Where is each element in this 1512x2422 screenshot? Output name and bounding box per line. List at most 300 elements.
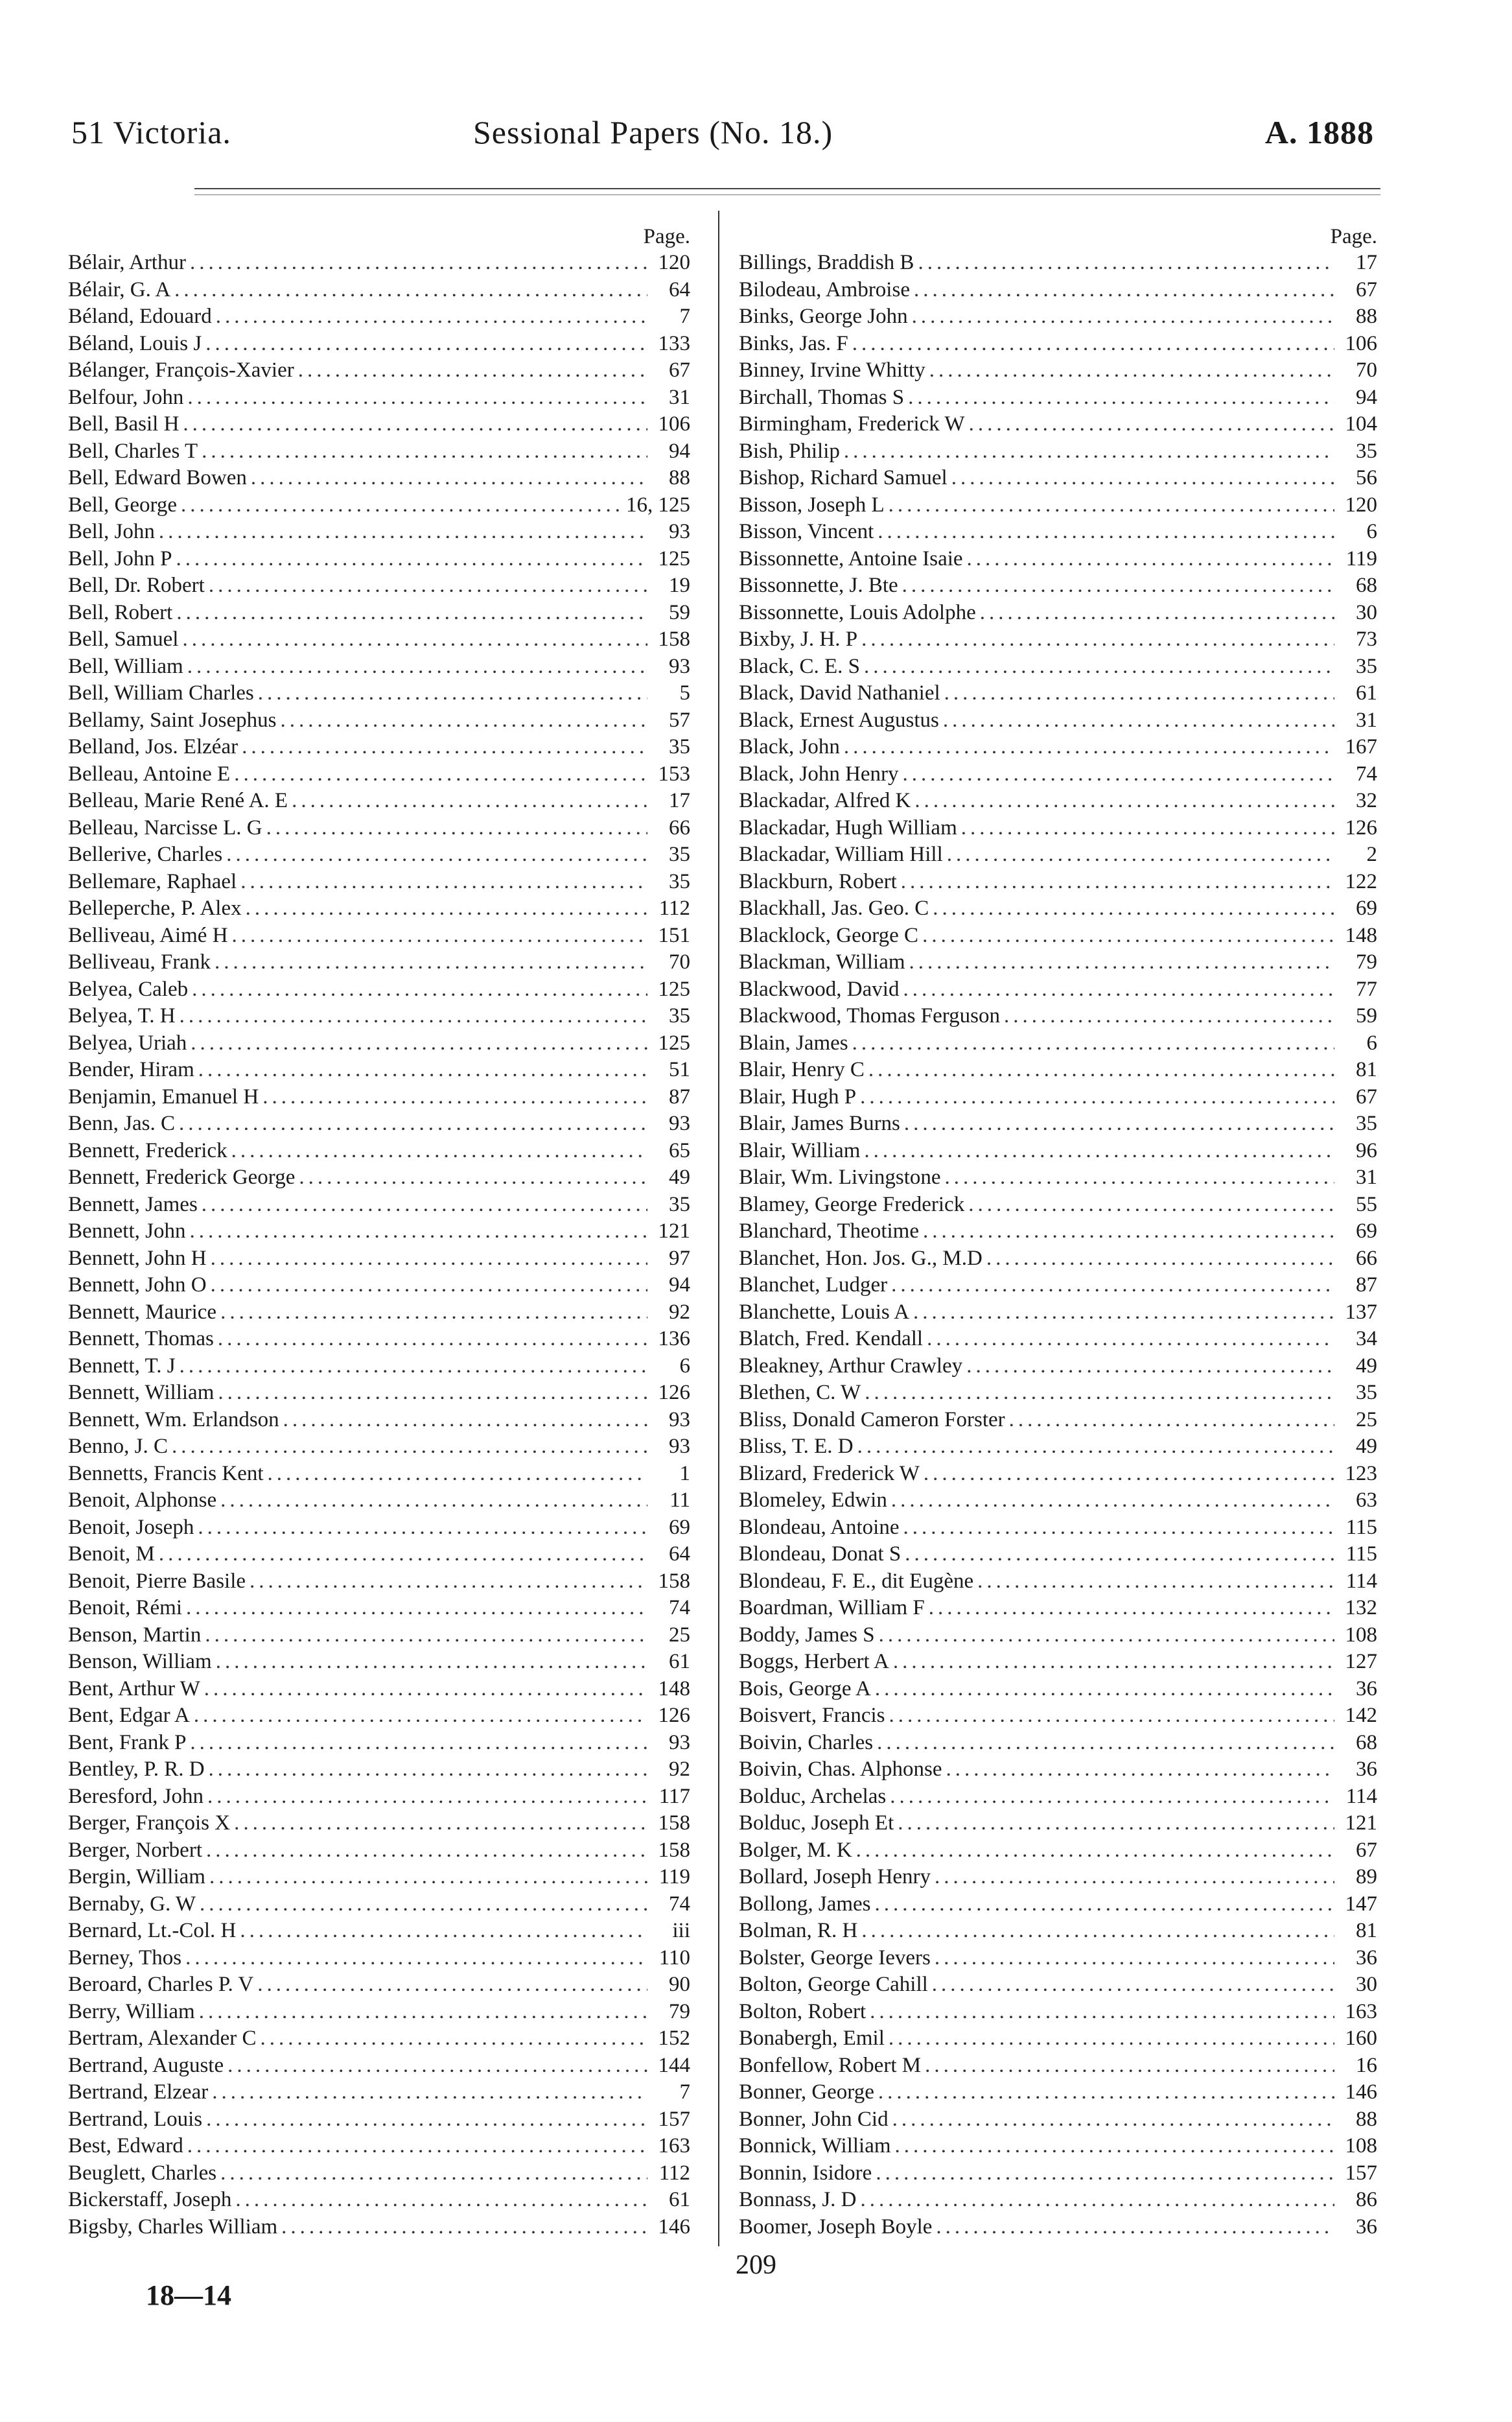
entry-name: Blackman, William (739, 950, 905, 974)
entry-name: Benoit, Joseph (68, 1515, 194, 1539)
index-entry (739, 1245, 1377, 1273)
index-entry (739, 600, 1377, 627)
entry-page: 104 (1345, 412, 1377, 436)
entry-name: Blair, James Burns (739, 1112, 900, 1135)
index-entry (68, 1164, 690, 1192)
entry-name: Bell, William Charles (68, 681, 254, 705)
index-entry (68, 2133, 690, 2160)
dot-leader (864, 653, 1334, 681)
entry-page: 61 (669, 2188, 690, 2211)
entry-name: Blair, Henry C (739, 1058, 865, 1081)
dot-leader (191, 1030, 647, 1057)
entry-page: 73 (1356, 628, 1377, 651)
index-entry (68, 2187, 690, 2214)
index-entry (68, 815, 690, 842)
index-entry (739, 1111, 1377, 1138)
dot-leader (844, 438, 1334, 465)
index-entry (68, 2079, 690, 2106)
dot-leader (189, 1218, 647, 1245)
entry-name: Bernard, Lt.-Col. H (68, 1919, 237, 1942)
index-entry (739, 1676, 1377, 1703)
entry-page: 32 (1356, 789, 1377, 812)
entry-name: Belfour, John (68, 385, 184, 409)
entry-page: 7 (679, 305, 690, 328)
entry-name: Bennett, T. J (68, 1354, 176, 1378)
entry-name: Beuglett, Charles (68, 2161, 217, 2185)
index-entry (739, 1218, 1377, 1245)
entry-name: Benson, William (68, 1650, 212, 1673)
dot-leader (261, 2025, 648, 2052)
index-entry (68, 788, 690, 815)
entry-page: 87 (669, 1085, 690, 1109)
entry-page: 94 (1356, 385, 1377, 409)
dot-leader (218, 1380, 647, 1407)
index-entry (739, 1945, 1377, 1972)
dot-leader (929, 1595, 1334, 1622)
dot-leader (891, 1487, 1334, 1514)
entry-name: Blomeley, Edwin (739, 1488, 887, 1512)
index-entry (739, 895, 1377, 923)
dot-leader (206, 2106, 647, 2134)
dot-leader (262, 1084, 647, 1111)
entry-page: 74 (669, 1596, 690, 1619)
index-entry (739, 976, 1377, 1004)
entry-page: 158 (658, 1811, 690, 1835)
index-entry (68, 1864, 690, 1891)
dot-leader (159, 1541, 647, 1568)
entry-page: 35 (1356, 654, 1377, 678)
entry-page: 151 (658, 923, 690, 947)
entry-name: Bertrand, Auguste (68, 2053, 224, 2077)
entry-page: 25 (1356, 1407, 1377, 1431)
entry-page: 96 (1356, 1138, 1377, 1162)
entry-name: Belyea, Caleb (68, 977, 189, 1001)
index-entry (68, 1380, 690, 1407)
index-entry (68, 1192, 690, 1219)
dot-leader (903, 761, 1334, 788)
entry-name: Blackwood, David (739, 977, 900, 1001)
entry-name: Berger, Norbert (68, 1838, 202, 1862)
index-entry (739, 626, 1377, 653)
index-entry (739, 1380, 1377, 1407)
header-volume: 51 Victoria. (71, 114, 231, 150)
entry-page: 30 (1356, 600, 1377, 624)
entry-name: Bolton, George Cahill (739, 1973, 928, 1996)
entry-page: 87 (1356, 1273, 1377, 1297)
dot-leader (893, 1649, 1334, 1676)
index-entry (739, 1487, 1377, 1514)
entry-page: 148 (1345, 923, 1377, 947)
dot-leader (935, 1945, 1334, 1972)
entry-name: Black, Ernest Augustus (739, 708, 939, 732)
dot-leader (185, 1945, 647, 1972)
entry-page: 147 (1345, 1892, 1377, 1916)
index-entry (739, 1783, 1377, 1811)
dot-leader (266, 815, 647, 842)
dot-leader (945, 1164, 1334, 1192)
entry-page: 31 (1356, 708, 1377, 732)
entry-page: 56 (1356, 466, 1377, 489)
dot-leader (929, 357, 1334, 384)
index-entry (739, 357, 1377, 384)
page-column-label: Page. (643, 225, 690, 248)
index-entry (68, 2025, 690, 2052)
entry-name: Blethen, C. W (739, 1381, 861, 1404)
dot-leader (901, 869, 1334, 896)
entry-name: Best, Edward (68, 2134, 183, 2157)
index-entry (739, 1595, 1377, 1622)
entry-page: 93 (669, 1730, 690, 1754)
entry-name: Bissonnette, Louis Adolphe (739, 600, 976, 624)
index-entry (68, 465, 690, 492)
entry-name: Bennett, Thomas (68, 1327, 214, 1350)
entry-name: Blamey, George Frederick (739, 1192, 965, 1216)
entry-name: Bernaby, G. W (68, 1892, 196, 1916)
dot-leader (250, 1568, 647, 1595)
entry-name: Bellemare, Raphael (68, 869, 237, 893)
dot-leader (852, 1030, 1334, 1057)
entry-name: Benn, Jas. C (68, 1112, 175, 1135)
entry-page: 11 (669, 1488, 690, 1512)
entry-name: Blair, William (739, 1138, 861, 1162)
dot-leader (251, 465, 647, 492)
entry-name: Belliveau, Aimé H (68, 923, 228, 947)
entry-page: 31 (669, 385, 690, 409)
entry-page: 106 (658, 412, 690, 436)
entry-name: Bell, William (68, 654, 183, 678)
entry-name: Bent, Arthur W (68, 1676, 200, 1700)
dot-leader (179, 1111, 647, 1138)
index-entry (739, 1999, 1377, 2026)
index-entry (739, 1918, 1377, 1945)
entry-name: Bell, Samuel (68, 628, 179, 651)
entry-name: Belleperche, P. Alex (68, 897, 242, 920)
entry-page: 86 (1356, 2188, 1377, 2211)
entry-page: 126 (1345, 816, 1377, 840)
dot-leader (190, 250, 647, 277)
entry-page: 112 (658, 2161, 690, 2185)
index-entry (68, 1756, 690, 1783)
entry-name: Belland, Jos. Elzéar (68, 735, 238, 758)
dot-leader (903, 976, 1334, 1004)
entry-name: Bennett, William (68, 1381, 215, 1404)
entry-page: 35 (1356, 1112, 1377, 1135)
dot-leader (234, 1810, 647, 1837)
entry-name: Blanchet, Ludger (739, 1273, 888, 1297)
entry-name: Binks, Jas. F (739, 331, 848, 355)
entry-page: 93 (669, 654, 690, 678)
dot-leader (280, 707, 647, 735)
entry-page: 133 (658, 331, 690, 355)
entry-page: iii (672, 1919, 690, 1942)
index-entry (68, 1514, 690, 1542)
dot-leader (890, 1783, 1334, 1811)
entry-name: Bonnick, William (739, 2134, 891, 2157)
entry-name: Boddy, James S (739, 1623, 875, 1647)
dot-leader (220, 1299, 647, 1326)
entry-name: Bélair, Arthur (68, 251, 186, 274)
entry-name: Blackhall, Jas. Geo. C (739, 897, 929, 920)
index-entry (68, 923, 690, 950)
index-entry (68, 1487, 690, 1514)
entry-name: Bentley, P. R. D (68, 1758, 205, 1781)
entry-page: 74 (669, 1892, 690, 1916)
index-entry (68, 1891, 690, 1918)
entry-name: Bertrand, Elzear (68, 2080, 209, 2104)
entry-name: Bliss, Donald Cameron Forster (739, 1407, 1005, 1431)
entry-name: Boivin, Chas. Alphonse (739, 1758, 942, 1781)
dot-leader (240, 869, 647, 896)
entry-page: 106 (1345, 331, 1377, 355)
entry-page: 160 (1345, 2027, 1377, 2050)
entry-name: Bennett, Maurice (68, 1300, 217, 1324)
entry-name: Bennett, John H (68, 1246, 207, 1270)
index-column-right (739, 224, 1377, 2240)
index-entry (68, 1676, 690, 1703)
dot-leader (1009, 1407, 1334, 1434)
entry-page: 66 (1356, 1246, 1377, 1270)
entry-page: 6 (1366, 520, 1377, 543)
index-entry (739, 384, 1377, 412)
entry-page: 68 (1356, 574, 1377, 597)
dot-leader (947, 841, 1334, 869)
index-entry (68, 1730, 690, 1757)
entry-name: Bell, Charles T (68, 439, 198, 463)
entry-page: 25 (669, 1623, 690, 1647)
entry-name: Belleau, Antoine E (68, 762, 231, 786)
entry-name: Bonfellow, Robert M (739, 2053, 922, 2077)
index-entry (68, 492, 690, 519)
dot-leader (908, 384, 1334, 412)
dot-leader (868, 1057, 1334, 1084)
entry-page: 146 (1345, 2080, 1377, 2104)
dot-leader (861, 1918, 1334, 1945)
entry-name: Boisvert, Francis (739, 1704, 885, 1727)
entry-name: Bisson, Joseph L (739, 493, 885, 517)
dot-leader (980, 600, 1334, 627)
entry-page: 51 (669, 1058, 690, 1081)
entry-name: Belleau, Marie René A. E (68, 789, 288, 812)
entry-name: Bélair, G. A (68, 277, 171, 301)
entry-page: 35 (669, 869, 690, 893)
entry-page: 158 (658, 1569, 690, 1593)
entry-name: Bonabergh, Emil (739, 2027, 885, 2050)
entry-page: 125 (658, 547, 690, 570)
entry-page: 157 (1345, 2161, 1377, 2185)
header-title: Sessional Papers (No. 18.) (473, 114, 833, 150)
dot-leader (242, 734, 647, 761)
entry-name: Benoit, Pierre Basile (68, 1569, 246, 1593)
entry-page: 16, 125 (626, 493, 690, 517)
entry-name: Blanchette, Louis A (739, 1300, 910, 1324)
entry-name: Black, C. E. S (739, 654, 860, 678)
index-entry (739, 734, 1377, 761)
dot-leader (206, 1837, 647, 1864)
index-entry (739, 1864, 1377, 1891)
index-entry (68, 1783, 690, 1811)
entry-name: Bellerive, Charles (68, 843, 223, 866)
entry-name: Birchall, Thomas S (739, 385, 905, 409)
index-entry (68, 303, 690, 331)
index-entry (739, 411, 1377, 438)
entry-page: 69 (669, 1515, 690, 1539)
index-entry (739, 788, 1377, 815)
index-entry (68, 1541, 690, 1568)
entry-name: Binney, Irvine Whitty (739, 359, 925, 382)
entry-page: 79 (1356, 950, 1377, 974)
entry-name: Blair, Hugh P (739, 1085, 857, 1109)
dot-leader (933, 895, 1334, 923)
dot-leader (194, 1702, 647, 1730)
entry-page: 132 (1345, 1596, 1377, 1619)
entry-name: Bigsby, Charles William (68, 2215, 278, 2239)
dot-leader (876, 2160, 1334, 2187)
entry-page: 120 (1345, 493, 1377, 517)
entry-name: Belyea, T. H (68, 1004, 176, 1028)
entry-name: Bender, Hiram (68, 1058, 194, 1081)
dot-leader (878, 2079, 1334, 2106)
index-entry (68, 600, 690, 627)
dot-leader (951, 465, 1334, 492)
entry-page: 35 (669, 735, 690, 758)
entry-page: 64 (669, 1542, 690, 1566)
dot-leader (891, 1272, 1334, 1299)
entry-page: 66 (669, 816, 690, 840)
entry-name: Bliss, T. E. D (739, 1435, 854, 1458)
index-entry (739, 1138, 1377, 1165)
dot-leader (903, 1514, 1334, 1542)
index-entry (739, 1272, 1377, 1299)
index-entry (68, 277, 690, 304)
index-entry (739, 680, 1377, 707)
entry-name: Blacklock, George C (739, 923, 919, 947)
entry-page: 55 (1356, 1192, 1377, 1216)
entry-page: 6 (1366, 1031, 1377, 1055)
dot-leader (904, 1111, 1334, 1138)
entry-name: Béland, Edouard (68, 305, 212, 328)
dot-leader (857, 1433, 1334, 1461)
header-year: A. 1888 (1264, 114, 1374, 150)
entry-name: Belliveau, Frank (68, 950, 211, 974)
entry-page: 158 (658, 628, 690, 651)
index-entry (739, 1407, 1377, 1434)
entry-page: 114 (1345, 1784, 1377, 1808)
dot-leader (209, 1756, 647, 1783)
index-entry (68, 1245, 690, 1273)
entry-name: Boggs, Herbert A (739, 1650, 889, 1673)
dot-leader (298, 357, 647, 384)
index-entry (739, 1030, 1377, 1057)
index-entry (739, 1164, 1377, 1192)
entry-name: Bell, John (68, 520, 155, 543)
entry-page: 7 (679, 2080, 690, 2104)
entry-page: 163 (658, 2134, 690, 2157)
entry-name: Bois, George A (739, 1676, 871, 1700)
entry-name: Berry, William (68, 1999, 195, 2023)
dot-leader (159, 519, 647, 546)
entry-page: 70 (1356, 359, 1377, 382)
index-entry (68, 1918, 690, 1945)
index-entry (68, 1702, 690, 1730)
dot-leader (207, 1783, 647, 1811)
index-entry (68, 2214, 690, 2241)
dot-leader (918, 250, 1334, 277)
entry-name: Black, David Nathaniel (739, 681, 940, 705)
entry-name: Blatch, Fred. Kendall (739, 1327, 924, 1350)
dot-leader (202, 1192, 647, 1219)
index-entry (68, 1084, 690, 1111)
entry-page: 117 (658, 1784, 690, 1808)
entry-name: Benno, J. C (68, 1435, 169, 1458)
dot-leader (180, 1353, 647, 1380)
entry-name: Bollong, James (739, 1892, 871, 1916)
dot-leader (879, 1622, 1334, 1649)
dot-leader (924, 1461, 1334, 1488)
index-entry (68, 1568, 690, 1595)
index-entry (68, 572, 690, 600)
entry-page: 88 (1356, 305, 1377, 328)
index-entry (739, 1622, 1377, 1649)
index-entry (68, 1218, 690, 1245)
entry-page: 142 (1345, 1704, 1377, 1727)
index-entry (68, 438, 690, 465)
dot-leader (235, 2187, 647, 2214)
index-entry (739, 653, 1377, 681)
entry-page: 49 (1356, 1354, 1377, 1378)
index-entry (739, 707, 1377, 735)
index-entry (68, 1326, 690, 1353)
index-entry (68, 1111, 690, 1138)
entry-page: 157 (658, 2107, 690, 2131)
entry-name: Benjamin, Emanuel H (68, 1085, 259, 1109)
entry-name: Bolman, R. H (739, 1919, 858, 1942)
index-entry (739, 1003, 1377, 1030)
dot-leader (180, 1003, 647, 1030)
index-entry (68, 1971, 690, 1999)
entry-page: 36 (1356, 1946, 1377, 1969)
entry-page: 1 (679, 1461, 690, 1485)
dot-leader (192, 976, 647, 1004)
index-entry (68, 1138, 690, 1165)
entry-name: Bollard, Joseph Henry (739, 1865, 931, 1888)
entry-page: 137 (1345, 1300, 1377, 1324)
dot-leader (258, 680, 647, 707)
entry-name: Blain, James (739, 1031, 848, 1055)
entry-name: Benoit, M (68, 1542, 155, 1566)
entry-page: 17 (1356, 251, 1377, 274)
dot-leader (861, 626, 1334, 653)
entry-page: 153 (658, 762, 690, 786)
dot-leader (211, 1245, 647, 1273)
entry-name: Bissonnette, J. Bte (739, 574, 898, 597)
index-entry (739, 1971, 1377, 1999)
entry-page: 93 (669, 520, 690, 543)
entry-name: Bent, Edgar A (68, 1704, 190, 1727)
index-entry (68, 1057, 690, 1084)
entry-page: 163 (1345, 1999, 1377, 2023)
index-entry (68, 1622, 690, 1649)
index-entry (68, 761, 690, 788)
dot-leader (205, 1622, 647, 1649)
entry-page: 167 (1345, 735, 1377, 758)
index-entry (68, 680, 690, 707)
index-entry (68, 1649, 690, 1676)
dot-leader (898, 1810, 1334, 1837)
index-entry (68, 653, 690, 681)
index-entry (68, 895, 690, 923)
index-entry (739, 465, 1377, 492)
entry-name: Bonner, George (739, 2080, 874, 2104)
